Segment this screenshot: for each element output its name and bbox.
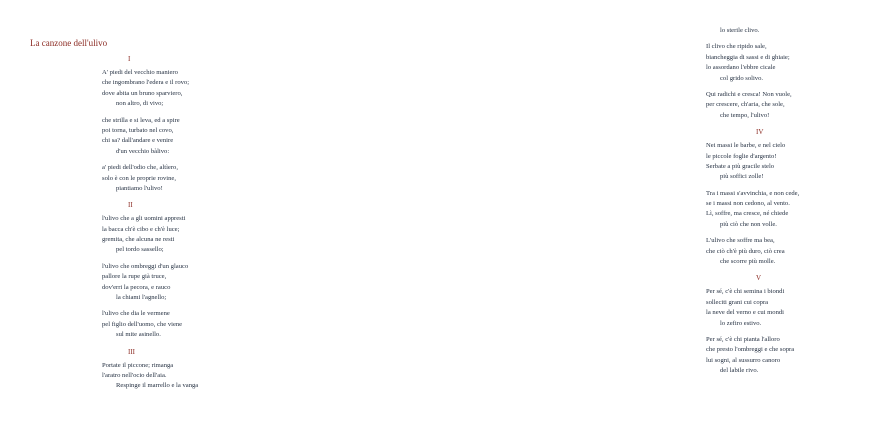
verse-line: Per sé, c'è chi semina i biondi xyxy=(706,288,785,296)
verse-line: poi torna, turbato nel covo, xyxy=(102,126,174,134)
stanza xyxy=(102,68,292,110)
stanza xyxy=(706,236,896,267)
section-numeral: III xyxy=(128,347,135,356)
verse-line: Qui radichi e cresca! Non vuole, xyxy=(706,90,792,98)
verse-line: più soffici zolle! xyxy=(720,173,764,181)
verse-line: dov'erri la pecora, e rauco xyxy=(102,283,171,291)
section-numeral: V xyxy=(756,274,762,283)
verse-line: l'ulivo che a gli uomini appresti xyxy=(102,215,186,223)
stanza xyxy=(706,90,896,121)
verse-line: Serbate a più gracile stelo xyxy=(706,162,775,170)
verse-line: pel figlio dell'uomo, che viene xyxy=(102,320,183,328)
verse-line: che strilla e si leva, ed a spire xyxy=(102,116,180,124)
verse-line: A' piedi del vecchio maniero xyxy=(102,69,178,76)
stanza xyxy=(102,163,292,194)
verse-line: L'ulivo che soffre ma bea, xyxy=(706,237,775,245)
stanza xyxy=(102,309,292,340)
verse-line: sul mite asinello. xyxy=(116,331,161,339)
stanza xyxy=(706,26,896,36)
verse-line: pel tordo sassello; xyxy=(116,246,164,254)
verse-line: Respinge il marrello e la vanga xyxy=(116,382,199,390)
verse-line: gremita, che alcuna ne resti xyxy=(102,236,175,244)
verse-line: che tempo, l'ulivo! xyxy=(720,111,770,119)
book-title: La canzone dell'ulivo xyxy=(30,38,108,48)
stanza xyxy=(706,287,896,329)
stanza xyxy=(706,141,896,183)
stanza xyxy=(706,189,896,231)
verse-line: lo zefiro estivo. xyxy=(720,319,762,327)
verse-line: a' piedi dell'odio che, altìero, xyxy=(102,164,178,172)
verse-line: per crescere, ch'aria, che sole, xyxy=(706,101,785,109)
verse-line: biancheggia di sassi e di ghiaie; xyxy=(706,53,790,61)
right-page xyxy=(300,0,800,424)
verse-line: del labile rivo. xyxy=(720,367,759,375)
section-numeral: IV xyxy=(756,128,764,137)
verse-line: che ciò ch'è più duro, ciò crea xyxy=(706,247,785,255)
verse-line: d'un vecchio bàlivo: xyxy=(116,147,170,155)
verse-line: Lì, soffre, ma cresce, né chiede xyxy=(706,210,789,218)
verse-line: Nei massi le barbe, e nel cielo xyxy=(706,142,786,150)
stanza xyxy=(102,361,292,392)
verse-line: l'ulivo che ombreggi d'un glauco xyxy=(102,262,189,270)
verse-line: non altro, di vivo; xyxy=(116,100,164,108)
stanza xyxy=(706,335,896,377)
verse-line: se i massi non cedono, al vento. xyxy=(706,200,790,208)
right-poem-column xyxy=(706,26,896,383)
verse-line: lo sterile clivo. xyxy=(720,27,760,34)
verse-line: solleciti grani cui copra xyxy=(706,298,769,306)
verse-line: col grido solivo. xyxy=(720,74,764,82)
verse-line: che presto l'ombreggi e che sopra xyxy=(706,346,795,354)
verse-line: solo è con le proprie rovine, xyxy=(102,174,176,182)
verse-line: Tra i massi s'avvinchia, e non cede, xyxy=(706,189,800,197)
stanza xyxy=(102,262,292,304)
stanza xyxy=(706,42,896,84)
verse-line: più ciò che non volle. xyxy=(720,220,777,228)
stanza xyxy=(102,116,292,158)
left-page xyxy=(0,0,300,424)
verse-line: che ingombrano l'edera e il rovo; xyxy=(102,79,190,87)
verse-line: Per sé, c'è chi pianta l'alloro xyxy=(706,335,780,343)
verse-line: piantiamo l'ulivo! xyxy=(116,184,163,192)
verse-line: pallore la rupe già truce, xyxy=(102,273,167,281)
verse-line: la chiami l'agnello; xyxy=(116,294,167,302)
section-numeral: II xyxy=(128,201,133,210)
verse-line: la bacca ch'è cibo e ch'è luce; xyxy=(102,225,180,233)
stanza xyxy=(102,214,292,256)
verse-line: che scorre più molle. xyxy=(720,258,776,266)
verse-line: Il clivo che ripido sale, xyxy=(706,43,767,51)
left-poem-column xyxy=(102,54,292,398)
verse-line: chi sa? dall'andare e venire xyxy=(102,137,174,145)
verse-line: l'aratro nell'ocio dell'aia. xyxy=(102,371,167,379)
verse-line: dove abita un bruno sparviero, xyxy=(102,89,183,97)
verse-line: le piccole foglie d'argento! xyxy=(706,152,777,160)
section-numeral: I xyxy=(128,55,131,63)
verse-line: lo assordano l'ebbre cicale xyxy=(706,64,776,72)
verse-line: la neve del verno e cui mondi xyxy=(706,309,784,317)
verse-line: Portate il piccone; rimanga xyxy=(102,361,174,369)
verse-line: l'ulivo che dia le vermene xyxy=(102,310,170,318)
verse-line: lui sogni, al sussurro canoro xyxy=(706,356,781,364)
